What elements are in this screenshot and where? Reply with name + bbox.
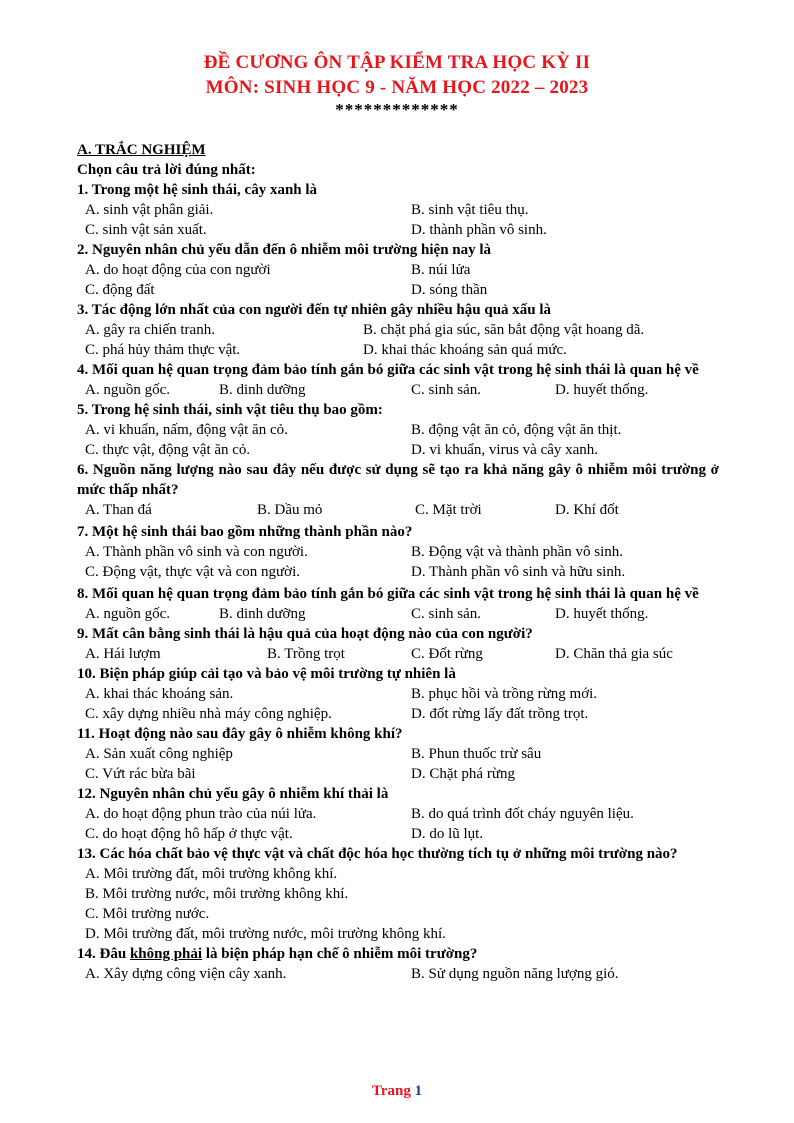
question-text: 13. Các hóa chất bảo vệ thực vật và chất độc hóa học thường tích tụ ở những môi trường nào? [77, 846, 678, 862]
option-a: A. nguồn gốc. [85, 382, 170, 398]
question-block [77, 522, 719, 582]
option-c: C. Động vật, thực vật và con người. [85, 564, 300, 580]
question-text: 2. Nguyên nhân chủ yếu dẫn đến ô nhiễm môi trường hiện nay là [77, 242, 492, 258]
option-b: B. do quá trình đốt cháy nguyên liệu. [411, 806, 634, 822]
option-d: D. Môi trường đất, môi trường nước, môi trường không khí. [85, 926, 446, 942]
option-d: D. huyết thống. [555, 382, 649, 398]
question-text: 9. Mất cân bằng sinh thái là hậu quả của hoạt động nào của con người? [77, 626, 533, 642]
page-label: Trang [371, 1083, 411, 1099]
question-block [77, 180, 719, 240]
option-b: B. Động vật và thành phần vô sinh. [411, 544, 624, 560]
option-a: A. sinh vật phân giải. [85, 202, 214, 218]
option-b: B. Dầu mỏ [257, 502, 323, 518]
option-d: D. khai thác khoáng sản quá mức. [363, 342, 567, 358]
option-a: A. nguồn gốc. [85, 606, 170, 622]
option-b: B. sinh vật tiêu thụ. [411, 202, 529, 218]
question-block [77, 240, 719, 300]
option-c: C. sinh sản. [411, 606, 482, 622]
question-block [77, 664, 719, 724]
question-text: 3. Tác động lớn nhất của con người đến tự nhiên gây nhiều hậu quả xấu là [77, 302, 552, 318]
option-c: C. Đốt rừng [411, 646, 483, 662]
option-c: C. Mặt trời [415, 502, 482, 518]
option-b: B. Trồng trọt [267, 646, 345, 662]
section-heading: A. TRẮC NGHIỆM [77, 142, 206, 158]
option-d: D. Chăn thả gia súc [555, 646, 673, 662]
option-c: C. sinh sản. [411, 382, 482, 398]
option-d: D. sóng thần [411, 282, 488, 298]
option-c: C. thực vật, động vật ăn cỏ. [85, 442, 251, 458]
option-d: D. huyết thống. [555, 606, 649, 622]
question-prefix: 14. Đâu [77, 946, 130, 962]
option-b: B. động vật ăn cỏ, động vật ăn thịt. [411, 422, 622, 438]
question-text [77, 944, 719, 964]
option-d: D. Chặt phá rừng [411, 766, 515, 782]
question-text: 10. Biện pháp giúp cải tạo và bảo vệ môi trường tự nhiên là [77, 666, 456, 682]
option-a: A. gây ra chiến tranh. [85, 322, 215, 338]
question-block [77, 584, 719, 624]
option-b: B. Phun thuốc trừ sâu [411, 746, 542, 762]
question-block [77, 944, 719, 984]
question-block [77, 784, 719, 844]
option-a: A. khai thác khoáng sản. [85, 686, 234, 702]
option-a: A. vi khuẩn, nấm, động vật ăn cỏ. [85, 422, 288, 438]
option-a: A. Môi trường đất, môi trường không khí. [85, 866, 338, 882]
question-suffix: là biện pháp hạn chế ô nhiễm môi trường? [202, 946, 478, 962]
option-a: A. Xây dựng công viện cây xanh. [85, 966, 287, 982]
option-b: B. dinh dưỡng [219, 382, 306, 398]
question-block [77, 844, 719, 944]
option-b: B. phục hồi và trồng rừng mới. [411, 686, 598, 702]
option-c: C. sinh vật sản xuất. [85, 222, 207, 238]
option-a: A. do hoạt động phun trào của núi lửa. [85, 806, 317, 822]
page-footer [0, 1083, 794, 1100]
option-b: B. dinh dưỡng [219, 606, 306, 622]
question-text: 12. Nguyên nhân chủ yếu gây ô nhiễm khí thải là [77, 786, 389, 802]
page-number: 1 [414, 1083, 423, 1099]
option-b: B. chặt phá gia súc, săn bắt động vật hoang dã. [363, 322, 645, 338]
question-block [77, 400, 719, 460]
instruction: Chọn câu trả lời đúng nhất: [77, 162, 256, 178]
document-subtitle: MÔN: SINH HỌC 9 - NĂM HỌC 2022 – 2023 [205, 77, 589, 98]
question-emphasis: không phải [129, 946, 203, 962]
option-d: D. do lũ lụt. [411, 826, 484, 842]
option-c: C. Vứt rác bừa bãi [85, 766, 196, 782]
option-a: A. Sản xuất công nghiệp [85, 746, 233, 762]
question-text: 6. Nguồn năng lượng nào sau đây nếu được sử dụng sẽ tạo ra khả năng gây ô nhiễm môi trường ở mức thấp nhất? [77, 462, 719, 498]
option-d: D. Thành phần vô sinh và hữu sinh. [411, 564, 626, 580]
question-block [77, 624, 719, 664]
option-a: A. Hái lượm [85, 646, 161, 662]
option-b: B. Sử dụng nguồn năng lượng gió. [411, 966, 619, 982]
document-body [77, 140, 719, 984]
option-c: C. động đất [85, 282, 155, 298]
option-c: C. do hoạt động hô hấp ở thực vật. [85, 826, 293, 842]
option-a: A. Thành phần vô sinh và con người. [85, 544, 308, 560]
option-b: B. núi lửa [411, 262, 471, 278]
option-d: D. Khí đốt [555, 502, 619, 518]
option-b: B. Môi trường nước, môi trường không khí. [85, 886, 349, 902]
option-a: A. Than đá [85, 502, 152, 518]
question-text: 8. Mối quan hệ quan trọng đảm bảo tính gắn bó giữa các sinh vật trong hệ sinh thái là quan hệ về [77, 586, 699, 602]
option-a: A. do hoạt động của con người [85, 262, 271, 278]
title-separator: ************* [335, 100, 459, 119]
question-block [77, 724, 719, 784]
question-text: 5. Trong hệ sinh thái, sinh vật tiêu thụ bao gồm: [77, 402, 383, 418]
question-block [77, 360, 719, 400]
document-title: ĐỀ CƯƠNG ÔN TẬP KIỂM TRA HỌC KỲ II [203, 52, 591, 73]
option-d: D. thành phần vô sinh. [411, 222, 547, 238]
question-text: 4. Mối quan hệ quan trọng đảm bảo tính gắn bó giữa các sinh vật trong hệ sinh thái là quan hệ về [77, 362, 699, 378]
option-c: C. xây dựng nhiều nhà máy công nghiệp. [85, 706, 332, 722]
question-text: 1. Trong một hệ sinh thái, cây xanh là [77, 182, 318, 198]
question-text: 7. Một hệ sinh thái bao gồm những thành phần nào? [77, 524, 413, 540]
option-d: D. đốt rừng lấy đất trồng trọt. [411, 706, 589, 722]
option-c: C. phá hủy thảm thực vật. [85, 342, 241, 358]
question-text: 11. Hoạt động nào sau đây gây ô nhiễm không khí? [77, 726, 403, 742]
question-block [77, 300, 719, 360]
option-c: C. Môi trường nước. [85, 906, 210, 922]
option-d: D. vi khuẩn, virus và cây xanh. [411, 442, 599, 458]
question-block [77, 460, 719, 520]
